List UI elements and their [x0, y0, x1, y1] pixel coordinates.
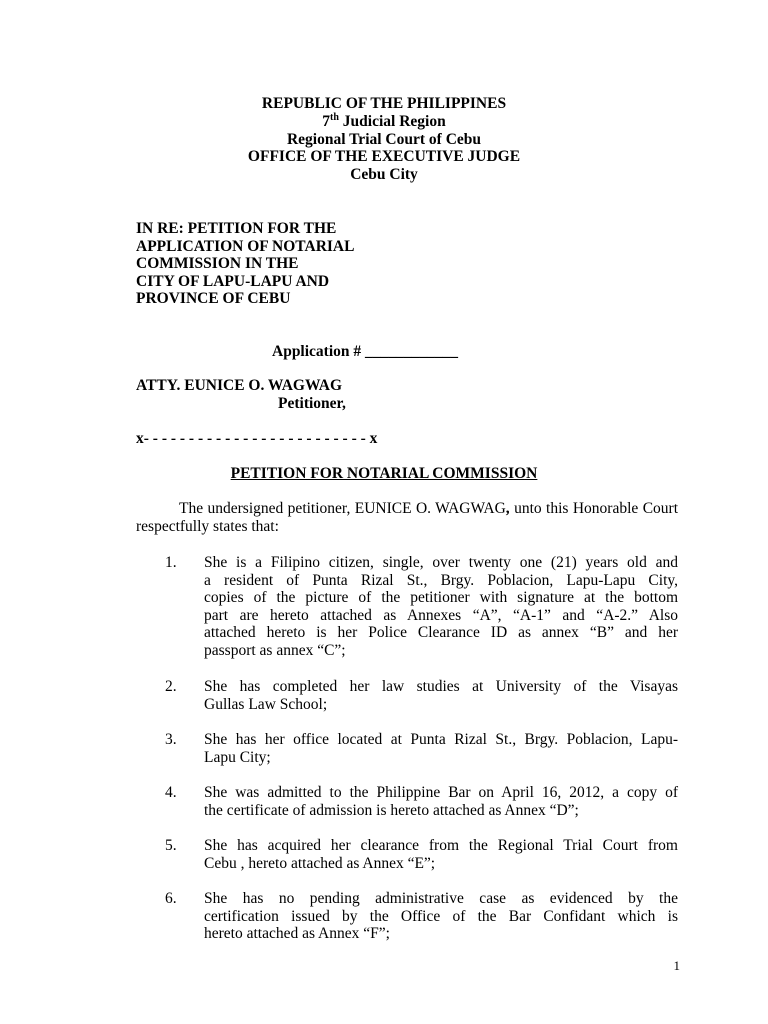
list-item-text [204, 678, 678, 713]
list-item [165, 678, 678, 713]
document-title: PETITION FOR NOTARIAL COMMISSION [230, 465, 538, 482]
list-item-line: She has acquired her clearance from the Regional Trial Court from [204, 837, 678, 854]
caption-line: IN RE: PETITION FOR THE [136, 220, 337, 237]
list-item-line: attached hereto is her Police Clearance ID as annex “B” and her [204, 624, 678, 641]
caption-line: APPLICATION OF NOTARIAL [136, 237, 355, 255]
header-court: Regional Trial Court of Cebu [286, 131, 482, 148]
list-item-line: She has completed her law studies at University of the Visayas [204, 678, 678, 695]
list-item [165, 837, 678, 872]
list-item-line: She is a Filipino citizen, single, over twenty one (21) years old and [204, 554, 678, 571]
list-item-line: passport as annex “C”; [204, 641, 346, 659]
header-region-label: Judicial Region [338, 113, 446, 130]
case-caption [136, 220, 354, 308]
list-item-line: part are hereto attached as Annexes “A”, “A-1” and “A-2.” Also [204, 606, 678, 624]
list-item-line: hereto attached as Annex “F”; [204, 925, 390, 942]
application-number: Application # ____________ [272, 343, 459, 360]
list-item-line: copies of the picture of the petitioner with signature at the bottom [204, 589, 678, 606]
list-item [165, 554, 678, 659]
list-item-line: She has her office located at Punta Rizal St., Brgy. Poblacion, Lapu- [204, 731, 678, 748]
petitioner-role: Petitioner, [278, 395, 346, 412]
header-judicial-region [0, 113, 768, 131]
list-item-number: 5. [165, 837, 177, 854]
header-office: OFFICE OF THE EXECUTIVE JUDGE [247, 148, 521, 165]
list-item-number: 3. [165, 731, 177, 748]
list-item-line: Lapu City; [204, 748, 271, 766]
list-item-number: 2. [165, 678, 177, 695]
list-item-line: She has no pending administrative case as evidenced by the [204, 890, 678, 907]
header-city: Cebu City [350, 166, 418, 183]
header-region-suffix: th [330, 111, 339, 123]
page-number: 1 [673, 958, 680, 973]
caption-line: COMMISSION IN THE [136, 255, 299, 272]
list-item [165, 731, 678, 766]
list-item-text [204, 890, 678, 943]
list-item-number: 1. [165, 554, 177, 571]
list-item-text [204, 837, 678, 872]
list-item [165, 784, 678, 819]
caption-line: PROVINCE OF CEBU [136, 290, 291, 307]
list-item-line: the certificate of admission is hereto attached as Annex “D”; [204, 801, 579, 819]
list-item-text [204, 554, 678, 659]
list-item-line: a resident of Punta Rizal St., Brgy. Poblacion, Lapu-Lapu City, [204, 571, 678, 589]
list-item-line: Gullas Law School; [204, 695, 328, 713]
list-item-line: Cebu , hereto attached as Annex “E”; [204, 854, 436, 872]
list-item-number: 4. [165, 784, 177, 801]
list-item-line: She was admitted to the Philippine Bar on April 16, 2012, a copy of [204, 784, 678, 801]
caption-separator: x- - - - - - - - - - - - - - - - - - - - - - - - - x [136, 430, 378, 447]
header-region-number: 7 [322, 113, 331, 130]
intro-comma: , [505, 500, 510, 517]
list-item-text [204, 784, 678, 819]
petitioner-name: ATTY. EUNICE O. WAGWAG [136, 377, 342, 394]
list-item [165, 890, 678, 943]
intro-paragraph [136, 500, 678, 535]
list-item-number: 6. [165, 890, 177, 907]
list-item-line: certification issued by the Office of the Bar Confidant which is [204, 907, 678, 925]
caption-line: CITY OF LAPU-LAPU AND [136, 272, 330, 290]
intro-text-start: The undersigned petitioner, EUNICE O. WAGWAG [179, 500, 506, 517]
intro-text-end: unto this Honorable Court respectfully states that: [136, 500, 679, 535]
header-republic: REPUBLIC OF THE PHILIPPINES [261, 95, 507, 112]
list-item-text [204, 731, 678, 766]
